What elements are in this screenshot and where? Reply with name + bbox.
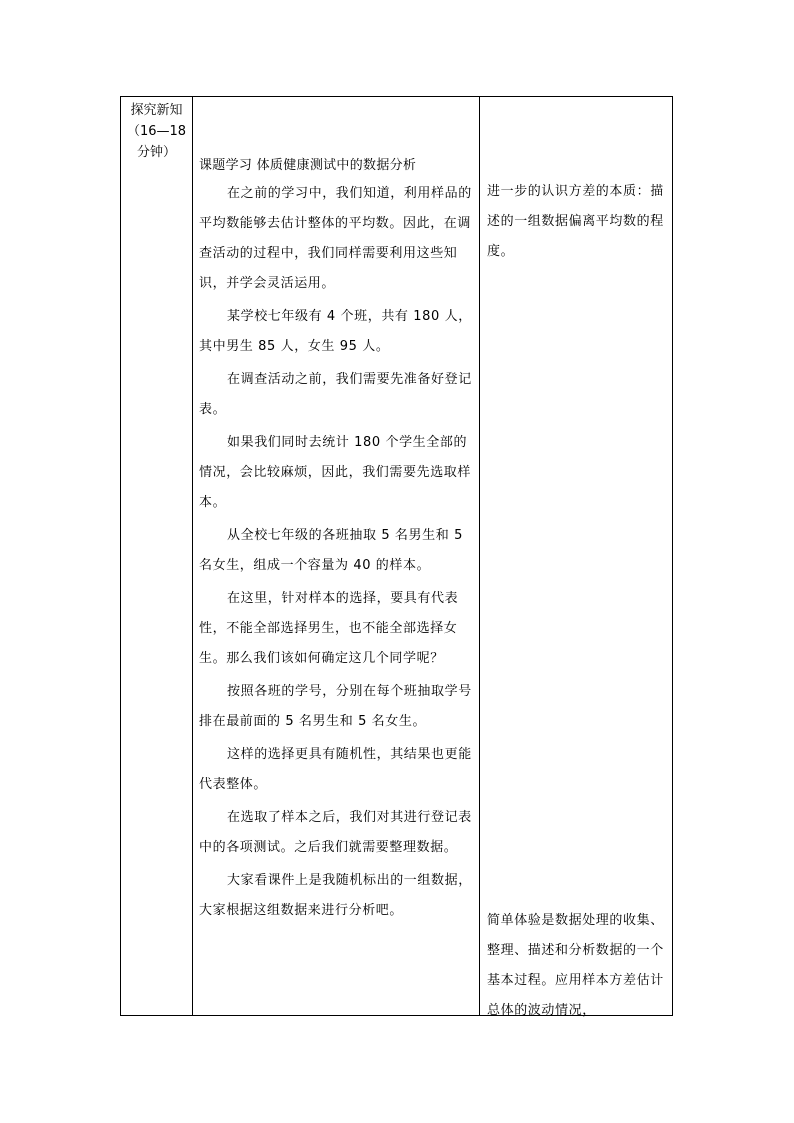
paragraph: 在这里，针对样本的选择，要具有代表性，不能全部选择男生，也不能全部选择女生。那么我们该如何确定这几个同学呢？ [199, 591, 459, 666]
paragraph: 在调查活动之前，我们需要先准备好登记表。 [199, 372, 472, 417]
column-divider-2 [479, 97, 480, 1015]
paragraph: 在选取了样本之后，我们对其进行登记表中的各项测试。之后我们就需要整理数据。 [199, 810, 472, 855]
content-cell [199, 156, 479, 926]
lesson-heading: 课题学习 体质健康测试中的数据分析 [199, 158, 417, 173]
column-divider-1 [192, 97, 193, 1015]
lesson-table [120, 96, 673, 1016]
section-label-cell [121, 97, 192, 163]
section-duration-unit: 分钟） [136, 145, 176, 160]
paragraph: 某学校七年级有 4 个班，共有 180 人，其中男生 85 人，女生 95 人。 [199, 309, 472, 354]
paragraph: 如果我们同时去统计 180 个学生全部的情况，会比较麻烦，因此，我们需要先选取样本。 [199, 435, 472, 510]
paragraph: 从全校七年级的各班抽取 5 名男生和 5 名女生，组成一个容量为 40 的样本。 [199, 528, 463, 573]
paragraph: 大家看课件上是我随机标出的一组数据，大家根据这组数据来进行分析吧。 [199, 873, 472, 918]
section-title: 探究新知 [130, 103, 183, 118]
design-note: 简单体验是数据处理的收集、整理、描述和分析数据的一个基本过程。应用样本方差估计总体的波动情况， [487, 913, 664, 1018]
paragraph: 在之前的学习中，我们知道，利用样品的平均数能够去估计整体的平均数。因此，在调查活动的过程中，我们同样需要利用这些知识，并学会灵活运用。 [199, 186, 472, 291]
design-note-cell [487, 906, 671, 1026]
design-note-cell [487, 177, 671, 267]
paragraph: 按照各班的学号，分别在每个班抽取学号排在最前面的 5 名男生和 5 名女生。 [199, 684, 472, 729]
paragraph: 这样的选择更具有随机性，其结果也更能代表整体。 [199, 747, 472, 792]
section-duration: （16—18 [126, 124, 187, 139]
design-note: 进一步的认识方差的本质：描述的一组数据偏离平均数的程度。 [487, 184, 664, 259]
